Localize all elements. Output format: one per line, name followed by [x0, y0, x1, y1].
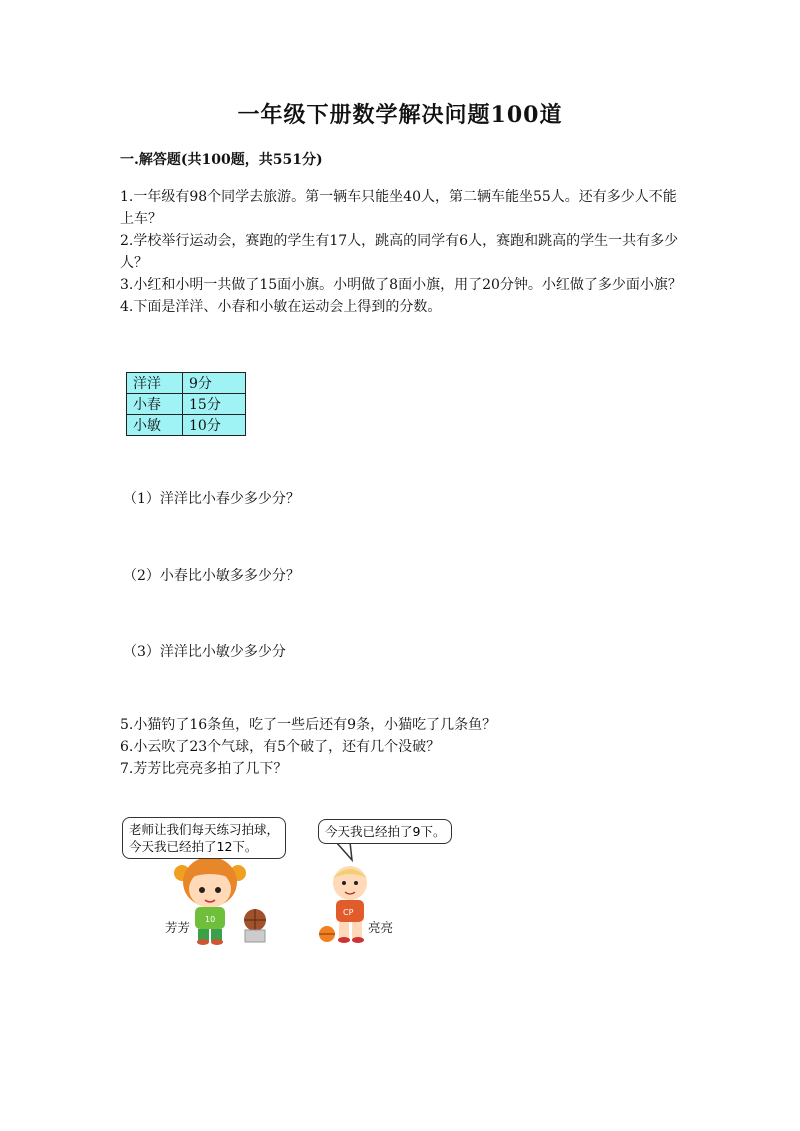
table-cell-name: 小春 [127, 394, 183, 415]
sub-question-1: （1）洋洋比小春少多少分？ [123, 491, 300, 507]
boy-figure [319, 866, 367, 943]
question-6: 6.小云吹了23个气球，有5个破了，还有几个没破？ [120, 739, 441, 755]
question-list-b [120, 714, 690, 780]
name-label-left: 芳芳 [165, 920, 191, 935]
bubble-left-line-1: 老师让我们每天练习拍球， [129, 822, 280, 837]
question-2: 2.学校举行运动会，赛跑的学生有17人，跳高的同学有6人，赛跑和跳高的学生一共有多少人？ [120, 233, 679, 271]
speech-bubble-left [122, 817, 286, 859]
question-4: 4.下面是洋洋、小春和小敏在运动会上得到的分数。 [120, 299, 442, 315]
question-list-a [120, 186, 690, 318]
speech-bubble-right: 今天我已经拍了9下。 [318, 819, 452, 844]
question-7: 7.芳芳比亮亮多拍了几下？ [120, 761, 288, 777]
jersey-number-left: 10 [205, 915, 216, 924]
table-cell-name: 洋洋 [127, 373, 183, 394]
question-5: 5.小猫钓了16条鱼，吃了一些后还有9条，小猫吃了几条鱼？ [120, 717, 497, 733]
score-table [126, 372, 246, 436]
question-3: 3.小红和小明一共做了15面小旗。小明做了8面小旗，用了20分钟。小红做了多少面小旗？ [120, 277, 682, 293]
bubble-left-line-2: 今天我已经拍了12下。 [129, 839, 258, 854]
name-label-right: 亮亮 [368, 920, 394, 935]
sub-question-3: （3）洋洋比小敏少多少分 [123, 644, 286, 660]
table-cell-name: 小敏 [127, 415, 183, 436]
page-title: 一年级下册数学解决问题100道 [237, 102, 563, 128]
table-row [127, 394, 246, 415]
table-row [127, 373, 246, 394]
table-cell-score: 9分 [183, 373, 246, 394]
table-row [127, 415, 246, 436]
question-1: 1.一年级有98个同学去旅游。第一辆车只能坐40人，第二辆车能坐55人。还有多少人不能上车？ [120, 189, 677, 227]
table-cell-score: 10分 [183, 415, 246, 436]
sub-question-2: （2）小春比小敏多多少分？ [123, 568, 300, 584]
illustration [118, 810, 478, 950]
jersey-letters-right: CP [343, 908, 354, 917]
section-heading: 一.解答题(共100题，共551分) [120, 152, 323, 168]
table-cell-score: 15分 [183, 394, 246, 415]
